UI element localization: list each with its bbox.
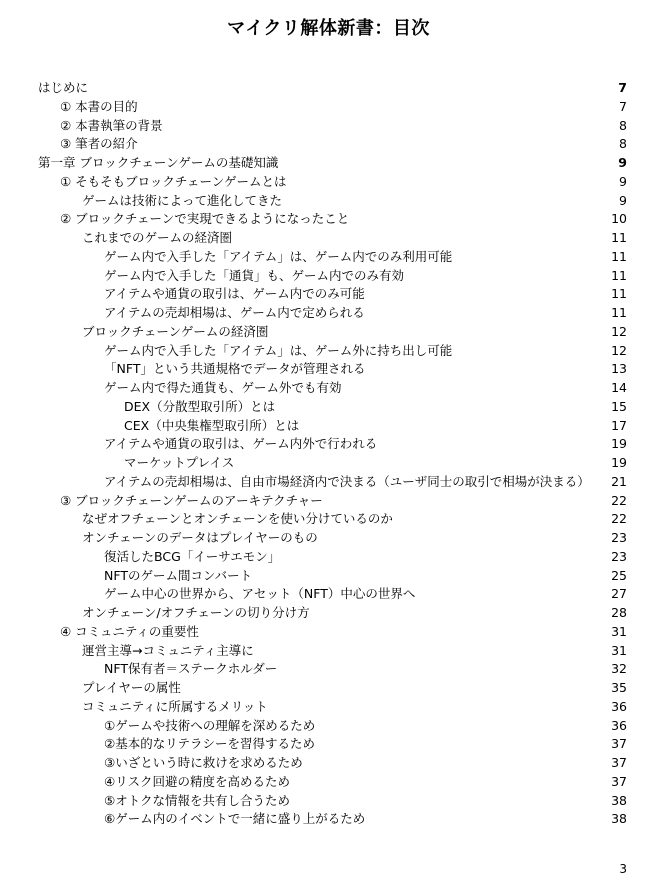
toc-entry-page: 25 [611,567,627,583]
toc-entry-page: 37 [611,736,627,752]
toc-entry-page: 36 [611,717,627,733]
toc-entry-label: アイテムの売却相場は、自由市場経済内で決まる（ユーザ同士の取引で相場が決まる） [104,473,590,489]
toc-entry[interactable] [0,97,657,116]
toc-entry-page: 31 [611,623,627,639]
toc-entry[interactable] [0,284,657,303]
toc-entry[interactable] [0,472,657,491]
toc-entry-page: 7 [619,98,627,114]
toc-entry[interactable] [0,397,657,416]
toc-entry[interactable] [0,716,657,735]
toc-entry-page: 37 [611,755,627,770]
toc-entry[interactable] [0,584,657,603]
toc-entry[interactable] [0,322,657,341]
toc-entry[interactable] [0,434,657,453]
toc-entry-label: 第一章 ブロックチェーンゲームの基礎知識 [38,155,279,170]
toc-entry[interactable] [0,303,657,322]
toc-entry-label: 復活したBCG「イーサエモン」 [104,548,281,564]
toc-entry[interactable] [0,678,657,697]
toc-entry-label: オンチェーンのデータはプレイヤーのもの [82,530,318,545]
toc-entry-label: はじめに [38,80,89,95]
toc-entry[interactable] [0,247,657,266]
toc-entry-page: 21 [611,473,627,489]
toc-entry-label: 運営主導→コミュニティ主導に [82,642,254,658]
toc-entry-page: 11 [611,248,627,264]
toc-entry-label: 「NFT」という共通規格でデータが管理される [104,361,366,377]
toc-entry-page: 13 [611,361,627,377]
toc-entry-page: 37 [611,773,627,789]
toc-entry-page: 11 [611,267,627,283]
toc-entry-page: 19 [611,436,627,452]
toc-entry-label: ゲーム内で入手した「アイテム」は、ゲーム外に持ち出し可能 [104,342,453,358]
toc-entry[interactable] [0,266,657,285]
toc-entry[interactable] [0,341,657,360]
page-number: 3 [619,862,627,876]
toc-entry-label: コミュニティに所属するメリット [82,698,268,714]
toc-entry-page: 23 [611,548,627,564]
toc-entry-page: 9 [618,155,627,170]
toc-entry-page: 22 [611,492,627,508]
page-title: マイクリ解体新書：目次 [227,18,430,39]
toc-entry-page: 11 [611,286,627,302]
toc-entry-label: ブロックチェーンゲームの経済圏 [82,323,269,339]
toc-entry-label: DEX（分散型取引所）とは [124,398,276,414]
toc-entry[interactable] [0,209,657,228]
toc-entry[interactable] [0,659,657,678]
toc-entry-page: 19 [611,455,627,470]
toc-entry-label: ③ ブロックチェーンゲームのアーキテクチャー [60,492,323,508]
toc-entry-label: ① 本書の目的 [60,98,138,114]
toc-entry[interactable] [0,603,657,622]
toc-entry[interactable] [0,809,657,828]
toc-entry[interactable] [0,378,657,397]
toc-entry-label: CEX（中央集権型取引所）とは [124,417,300,433]
toc-entry[interactable] [0,547,657,566]
toc-entry-page: 7 [618,80,627,95]
toc-entry-page: 28 [611,605,627,620]
toc-entry[interactable] [0,641,657,660]
toc-entry-label: ①ゲームや技術への理解を深めるため [104,717,316,733]
toc-entry-page: 36 [611,698,627,714]
toc-entry-page: 8 [619,136,627,152]
toc-entry-label: プレイヤーの属性 [82,680,181,695]
toc-entry[interactable] [0,622,657,641]
toc-entry-page: 35 [611,680,627,695]
toc-entry-page: 11 [611,230,627,245]
toc-entry-label: ゲーム内で入手した「アイテム」は、ゲーム内でのみ利用可能 [104,248,453,264]
toc-entry-page: 9 [619,192,627,208]
toc-entry-label: ⑥ゲーム内のイベントで一緒に盛り上がるため [104,811,366,827]
toc-entry[interactable] [0,791,657,810]
toc-entry-page: 8 [619,117,627,133]
toc-entry[interactable] [0,528,657,547]
toc-entry[interactable] [0,509,657,528]
toc-entry-label: NFT保有者＝ステークホルダー [104,661,278,677]
toc-entry-page: 10 [611,211,627,227]
toc-entry-label: なぜオフチェーンとオンチェーンを使い分けているのか [82,511,393,527]
toc-entry-label: ⑤オトクな情報を共有し合うため [104,792,290,808]
toc-entry-page: 32 [611,661,627,677]
toc-entry-page: 22 [611,511,627,527]
toc-entry-label: ③ 筆者の紹介 [60,136,138,152]
toc-entry-page: 38 [611,792,627,808]
toc-entry-label: ② ブロックチェーンで実現できるようになったこと [60,211,350,227]
toc-entry-label: ② 本書執筆の背景 [60,117,163,133]
toc-entry-page: 15 [611,398,627,414]
toc-entry-label: オンチェーン/オフチェーンの切り分け方 [82,605,310,620]
toc-entry[interactable] [0,172,657,191]
toc-entry[interactable] [0,734,657,753]
toc-entry[interactable] [0,772,657,791]
toc-entry[interactable] [0,359,657,378]
toc-entry-page: 27 [611,586,627,602]
toc-entry[interactable] [0,697,657,716]
toc-entry-label: ゲーム中心の世界から、アセット（NFT）中心の世界へ [104,586,416,602]
toc-entry-page: 12 [611,342,627,358]
toc-entry-label: ゲームは技術によって進化してきた [82,192,283,208]
toc-entry-label: アイテムの売却相場は、ゲーム内で定められる [104,305,365,320]
toc-entry-label: マーケットプレイス [124,455,235,470]
toc-entry-label: アイテムや通貨の取引は、ゲーム内外で行われる [104,436,378,452]
toc-entry-page: 17 [611,417,627,433]
toc-entry[interactable] [0,566,657,585]
toc-entry[interactable] [0,191,657,210]
toc-entry-page: 23 [611,530,627,545]
toc-entry-page: 38 [611,811,627,827]
toc-entry-page: 14 [611,380,627,395]
toc-entry-label: ③いざという時に救けを求めるため [104,755,303,770]
toc-entry-label: アイテムや通貨の取引は、ゲーム内でのみ可能 [104,286,365,302]
toc-entry-page: 31 [611,642,627,658]
toc-entry-page: 11 [611,305,627,320]
toc-entry-label: ゲーム内で入手した「通貨」も、ゲーム内でのみ有効 [104,267,405,283]
toc-entry-label: ④ コミュニティの重要性 [60,623,199,639]
toc-entry[interactable] [0,753,657,772]
toc-entry[interactable] [0,416,657,435]
toc-entry-label: これまでのゲームの経済圏 [82,230,233,245]
toc-entry[interactable] [0,116,657,135]
toc-entry[interactable] [0,153,657,172]
toc-entry-label: ④リスク回避の精度を高めるため [104,773,290,789]
toc-entry[interactable] [0,228,657,247]
toc-entry-label: ① そもそもブロックチェーンゲームとは [60,173,287,189]
toc-entry[interactable] [0,453,657,472]
toc-entry[interactable] [0,134,657,153]
toc-entry[interactable] [0,78,657,97]
toc-entry-label: NFTのゲーム間コンバート [104,567,253,583]
toc-entry[interactable] [0,491,657,510]
toc-entry-label: ゲーム内で得た通貨も、ゲーム外でも有効 [104,380,342,395]
toc-entry-page: 12 [611,323,627,339]
toc-entry-page: 9 [619,173,627,189]
toc-entry-label: ②基本的なリテラシーを習得するため [104,736,315,752]
